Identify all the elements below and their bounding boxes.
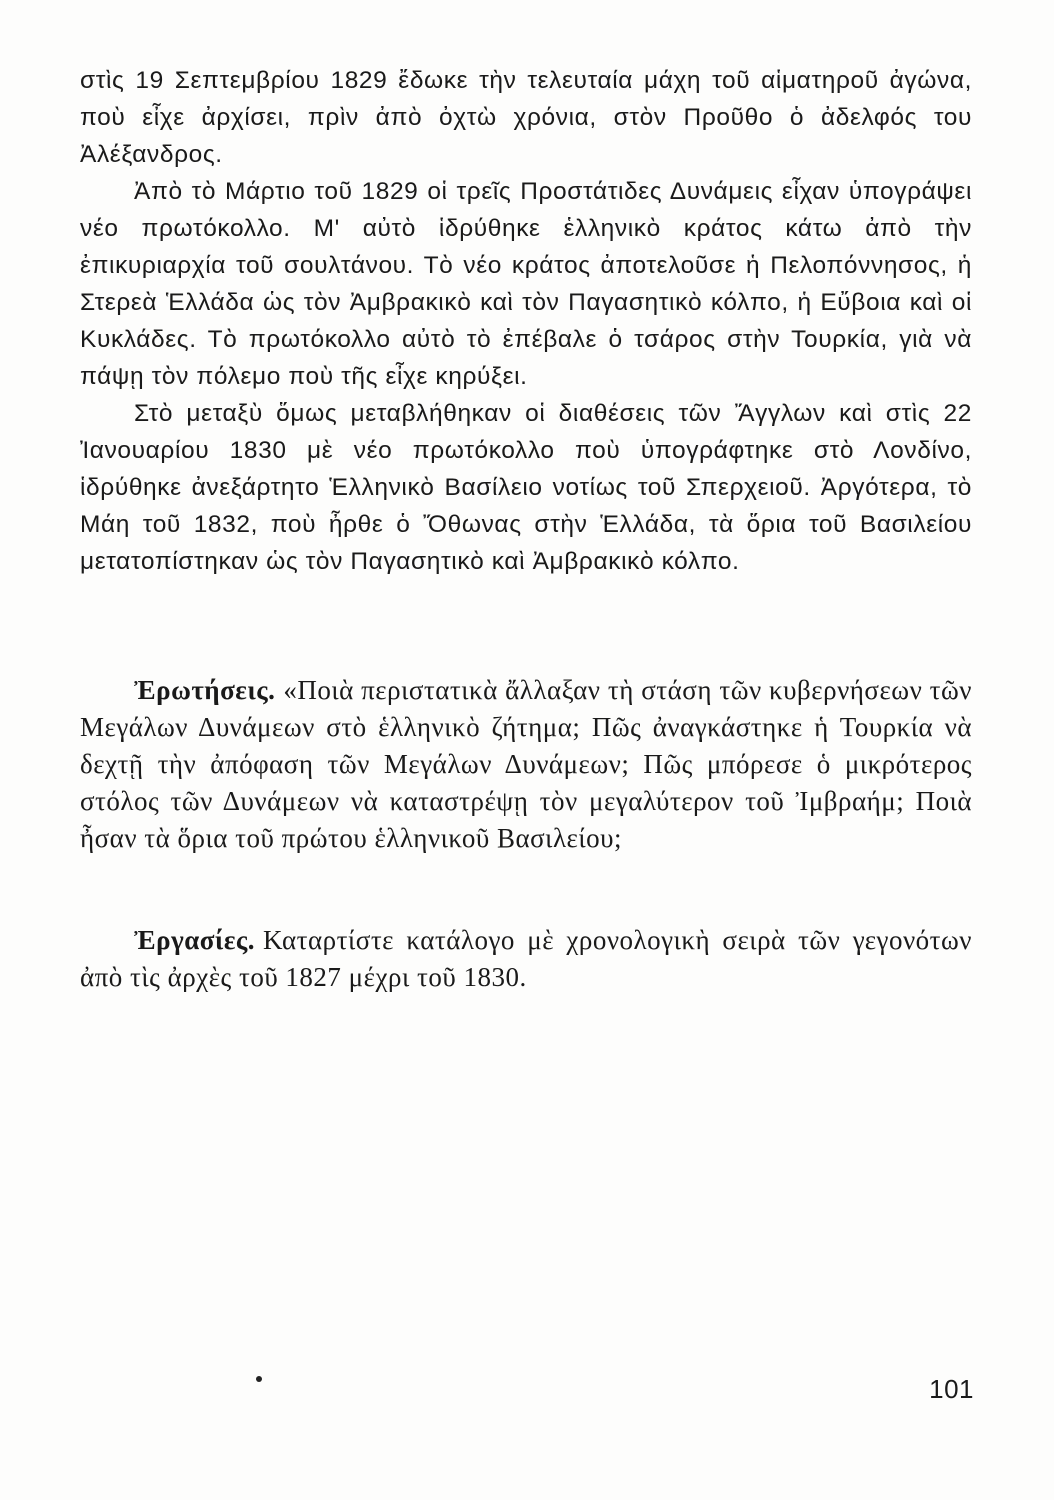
print-speck <box>256 1376 262 1382</box>
tasks-heading: Ἐργασίες. <box>134 925 256 955</box>
main-text <box>80 62 972 580</box>
paragraph-protocol-1830: Στὸ μεταξὺ ὅμως μεταβλήθηκαν οἱ διαθέσεις τῶν Ἄγγλων καὶ στὶς 22 Ἰανουαρίου 1830 μὲ νέο πρωτόκολλο ποὺ ὑπογράφτηκε στὸ Λονδίνο, ἱδρύθηκε ἀνεξάρτητο Ἑλληνικὸ Βασίλειο νοτίως τοῦ Σπερχειοῦ. Ἀργότερα, τὸ Μάη τοῦ 1832, ποὺ ἦρθε ὁ Ὄθωνας στὴν Ἑλλάδα, τὰ ὅρια τοῦ Βασιλείου μετατοπίστηκαν ὡς τὸν Παγασητικὸ καὶ Ἀμβρακικὸ κόλπο. <box>80 400 972 575</box>
paragraph-protocol-1829: Ἀπὸ τὸ Μάρτιο τοῦ 1829 οἱ τρεῖς Προστάτιδες Δυνάμεις εἶχαν ὑπογράψει νέο πρωτόκολλο. Μ' αὐτὸ ἱδρύθηκε ἑλληνικὸ κράτος κάτω ἀπὸ τὴν ἐπικυριαρχία τοῦ σουλτάνου. Τὸ νέο κράτος ἀποτελοῦσε ἡ Πελοπόννησος, ἡ Στερεὰ Ἑλλάδα ὡς τὸν Ἀμβρακικὸ καὶ τὸν Παγασητικὸ κόλπο, ἡ Εὔβοια καὶ οἱ Κυκλάδες. Τὸ πρωτόκολλο αὐτὸ τὸ ἐπέβαλε ὁ τσάρος στὴν Τουρκία, γιὰ νὰ πάψῃ τὸν πόλεμο ποὺ τῆς εἶχε κηρύξει. <box>80 178 972 390</box>
questions-section <box>80 672 972 857</box>
page-number: 101 <box>929 1374 974 1404</box>
tasks-text: Καταρτίστε κατάλογο μὲ χρονολογικὴ σειρὰ τῶν γεγονότων ἀπὸ τὶς ἀρχὲς τοῦ 1827 μέχρι τοῦ 1830. <box>80 925 972 992</box>
tasks-section <box>80 922 972 996</box>
paragraph-continuation: στὶς 19 Σεπτεμβρίου 1829 ἔδωκε τὴν τελευταία μάχη τοῦ αἱματηροῦ ἀγώνα, ποὺ εἶχε ἀρχίσει, πρὶν ἀπὸ ὀχτὼ χρόνια, στὸν Προῦθο ὁ ἀδελφός του Ἀλέξανδρος. <box>80 67 972 168</box>
questions-text: «Ποιὰ περιστατικὰ ἄλλαξαν τὴ στάση τῶν κυβερνήσεων τῶν Μεγάλων Δυνάμεων στὸ ἑλληνικὸ ζήτημα; Πῶς ἀναγκάστηκε ἡ Τουρκία νὰ δεχτῇ τὴν ἀπόφαση τῶν Μεγάλων Δυνάμεων; Πῶς μπόρεσε ὁ μικρότερος στόλος τῶν Δυνάμεων νὰ καταστρέψῃ τὸν μεγαλύτερον τοῦ Ἰμβραήμ; Ποιὰ ἦσαν τὰ ὅρια τοῦ πρώτου ἑλληνικοῦ Βασιλείου; <box>80 675 972 853</box>
questions-heading: Ἐρωτήσεις. <box>134 675 276 705</box>
